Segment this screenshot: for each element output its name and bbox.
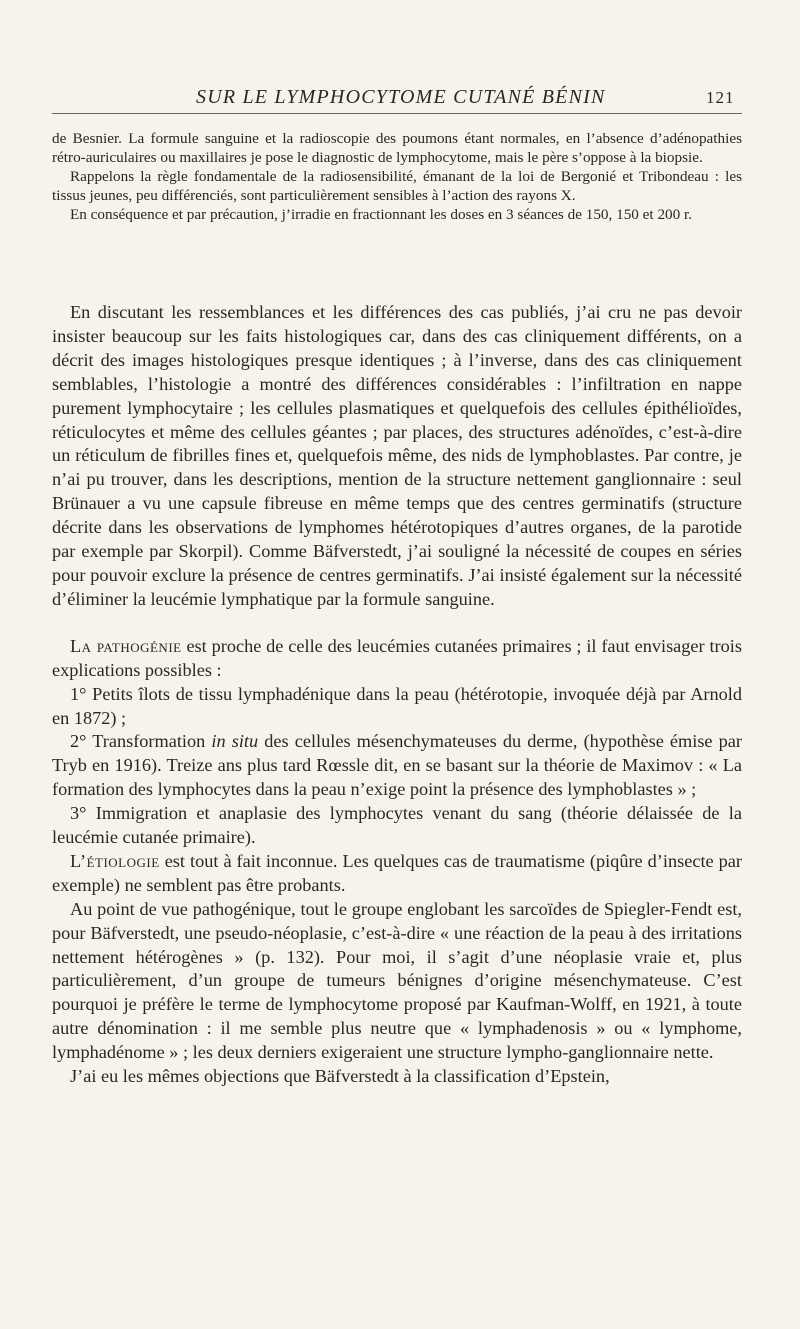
pathogenie-heading: La pathogénie — [70, 635, 182, 656]
list-item-2 — [52, 730, 742, 802]
etiologie-heading: L’étiologie — [70, 850, 160, 871]
main-text — [52, 301, 742, 1089]
etiologie-text: est tout à fait inconnue. Les quelques cas de traumatisme (piqûre d’insecte par exemple) ne semblent pas être probants. — [52, 850, 742, 895]
running-head — [0, 86, 800, 116]
list-item-3: 3° Immigration et anaplasie des lymphocytes venant du sang (théorie délaissée de la leucémie cutanée primaire). — [52, 803, 742, 848]
list-item-2-rest: des cellules mésenchymateuses du derme, (hypothèse émise par Tryb en 1916). Treize ans plus tard Rœssle dit, en se basant sur la théorie de Maximov : « La formation des lymphocytes dans la peau n’exige point la présence des lymphoblastes » ; — [52, 731, 742, 800]
list-item-1: 1° Petits îlots de tissu lymphadénique dans la peau (hétérotopie, invoquée déjà par Arnold en 1872) ; — [52, 683, 742, 728]
small-paragraph-2: Rappelons la règle fondamentale de la radiosensibilité, émanant de la loi de Bergonié et Tribondeau : les tissus jeunes, peu différenciés, sont particulièrement sensibles à l’action des rayons X. — [52, 167, 742, 204]
paragraph-discussion: En discutant les ressemblances et les différences des cas publiés, j’ai cru ne pas devoir insister beaucoup sur les faits histologiques car, dans des cas cliniquement différents, on a décrit des images histologiques presque identiques ; à l’inverse, dans des cas cliniquement semblables, l’histologie a montré des différences considérables : l’infiltration en nappe purement lymphocytaire ; les cellules plasmatiques et quelquefois des cellules épithélioïdes, réticulocytes et même des cellules géantes ; par places, des structures adénoïdes, c’est-à-dire un réticulum de fibrilles fines et, quelquefois même, des nids de lymphoblastes. Par contre, je n’ai pu trouver, dans les descriptions, mention de la structure nettement ganglionnaire : seul Brünauer a vu une capsule fibreuse en même temps que des centres germinatifs (structure décrite dans les observations de lymphomes hétérotopiques d’autres organes, de la parotide par exemple par Skorpil). Comme Bäfverstedt, j’ai souligné la nécessité de coupes en séries pour pouvoir exclure la présence de centres germinatifs. J’ai insisté également sur la nécessité d’éliminer la leucémie lymphatique par la formule sanguine. — [52, 302, 742, 609]
small-paragraph-1: de Besnier. La formule sanguine et la radioscopie des poumons étant normales, en l’absence d’adénopathies rétro-auriculaires ou maxillaires je pose le diagnostic de lymphocytome, mais le père s’oppose à la biopsie. — [52, 130, 742, 166]
paragraph-pathogenic-view: Au point de vue pathogénique, tout le groupe englobant les sarcoïdes de Spiegler-Fendt est, pour Bäfverstedt, une pseudo-néoplasie, c’est-à-dire « une réaction de la peau à des irritations nettement hétérogènes » (p. 132). Pour moi, il s’agit d’une néoplasie vraie et, plus particulièrement, d’un groupe de tumeurs bénignes d’origine mésenchymateuse. C’est pourquoi je préfère le terme de lymphocytome proposé par Kaufman-Wolff, en 1921, à toute autre dénomination : il me semble plus neutre que « lymphadenosis » ou « lymphome, lymphadénome » ; les deux derniers exigeraient une structure lympho-ganglionnaire nette. — [52, 898, 742, 1063]
list-item-2-italic: in situ — [211, 731, 259, 752]
case-note-small-print — [52, 130, 742, 225]
small-paragraph-3: En conséquence et par précaution, j’irradie en fractionnant les doses en 3 séances de 150, 150 et 200 r. — [70, 205, 693, 223]
page-number: 121 — [706, 88, 735, 107]
pathogenie-text: est proche de celle des leucémies cutanées primaires ; il faut envisager trois explications possibles : — [52, 635, 742, 680]
list-item-2-start: 2° Transformation — [70, 731, 206, 752]
header-rule — [52, 113, 742, 114]
paragraph-last-line: J’ai eu les mêmes objections que Bäfverstedt à la classification d’Epstein, — [70, 1066, 610, 1087]
running-title: SUR LE LYMPHOCYTOME CUTANÉ BÉNIN — [196, 86, 606, 108]
paragraph-pathogenie — [52, 635, 742, 683]
paragraph-etiologie — [52, 850, 742, 898]
